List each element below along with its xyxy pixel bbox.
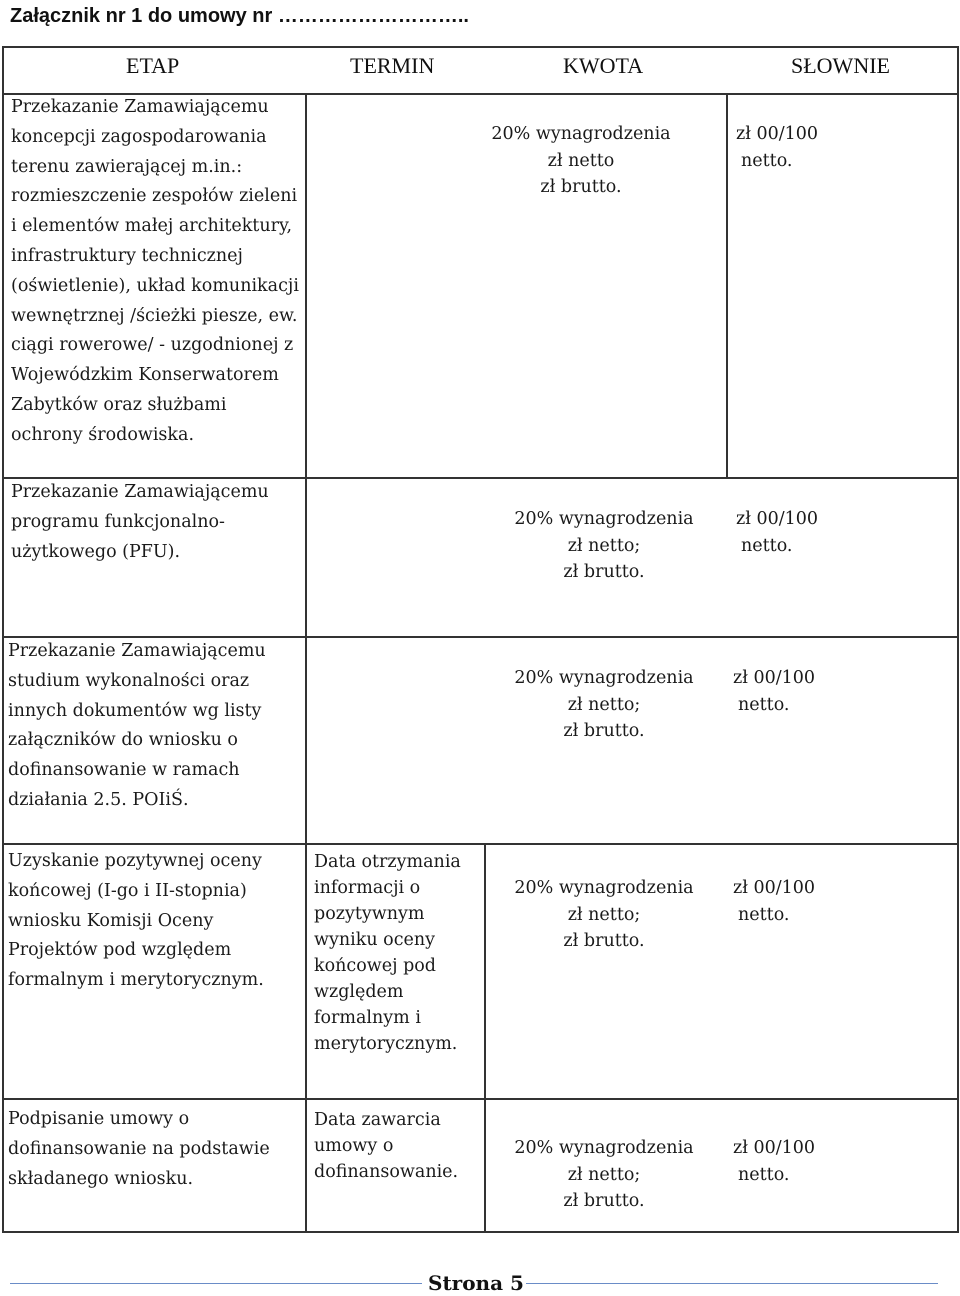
- col-divider: [484, 843, 486, 1232]
- etap-cell: Przekazanie Zamawiającemu studium wykonalności oraz innych dokumentów wg listy załączników do wniosku o dofinansowanie w ramach działania 2.5. POIiŚ.: [8, 641, 266, 810]
- table-border-right: [957, 46, 959, 1232]
- page-number: Strona 5: [428, 1271, 524, 1295]
- col-divider: [726, 93, 728, 478]
- document-heading: Załącznik nr 1 do umowy nr ………………………..: [10, 5, 469, 27]
- row-divider: [2, 1098, 959, 1100]
- table-border-top: [2, 46, 959, 48]
- header-termin: TERMIN: [350, 53, 435, 78]
- header-etap: ETAP: [126, 53, 180, 78]
- footer-rule-left: [10, 1283, 422, 1284]
- etap-cell: Przekazanie Zamawiającemu programu funkcjonalno- użytkowego (PFU).: [11, 482, 269, 562]
- kwota-cell: 20% wynagrodzenia zł netto; zł brutto.: [514, 668, 694, 741]
- kwota-cell: 20% wynagrodzenia zł netto; zł brutto.: [514, 509, 694, 582]
- slownie-cell: zł 00/100 netto.: [736, 124, 819, 171]
- etap-cell: Podpisanie umowy o dofinansowanie na podstawie składanego wniosku.: [8, 1109, 270, 1189]
- row-divider: [2, 843, 959, 845]
- termin-cell: Data zawarcia umowy o dofinansowanie.: [314, 1110, 459, 1182]
- etap-cell: Przekazanie Zamawiającemu koncepcji zagospodarowania terenu zawierającej m.in.: rozmieszczenie zespołów zieleni i elementów małej architektury, infrastruktury technicznej (oświetlenie), układ komunikacji wewnętrznej /ścieżki piesze, ew. ciągi rowerowe/ - uzgodnionej z Wojewódzkim Konserwatorem Zabytków oraz służbami ochrony środowiska.: [11, 97, 299, 445]
- etap-cell: Uzyskanie pozytywnej oceny końcowej (I-go i II-stopnia) wniosku Komisji Oceny Projektów pod względem formalnym i merytorycznym.: [8, 851, 264, 991]
- slownie-cell: zł 00/100 netto.: [733, 668, 816, 715]
- table-border-left: [2, 46, 4, 1232]
- table-border-bottom: [2, 1231, 959, 1233]
- slownie-cell: zł 00/100 netto.: [736, 509, 819, 556]
- kwota-cell: 20% wynagrodzenia zł netto; zł brutto.: [514, 878, 694, 951]
- col-divider: [305, 93, 307, 1232]
- kwota-cell: 20% wynagrodzenia zł netto zł brutto.: [491, 124, 671, 197]
- header-slownie: SŁOWNIE: [791, 53, 890, 78]
- header-kwota: KWOTA: [563, 53, 644, 78]
- slownie-cell: zł 00/100 netto.: [733, 1138, 816, 1185]
- slownie-cell: zł 00/100 netto.: [733, 878, 816, 925]
- kwota-cell: 20% wynagrodzenia zł netto; zł brutto.: [514, 1138, 694, 1211]
- termin-cell: Data otrzymania informacji o pozytywnym wyniku oceny końcowej pod względem formalnym i merytorycznym.: [314, 852, 461, 1054]
- footer-rule-right: [526, 1283, 938, 1284]
